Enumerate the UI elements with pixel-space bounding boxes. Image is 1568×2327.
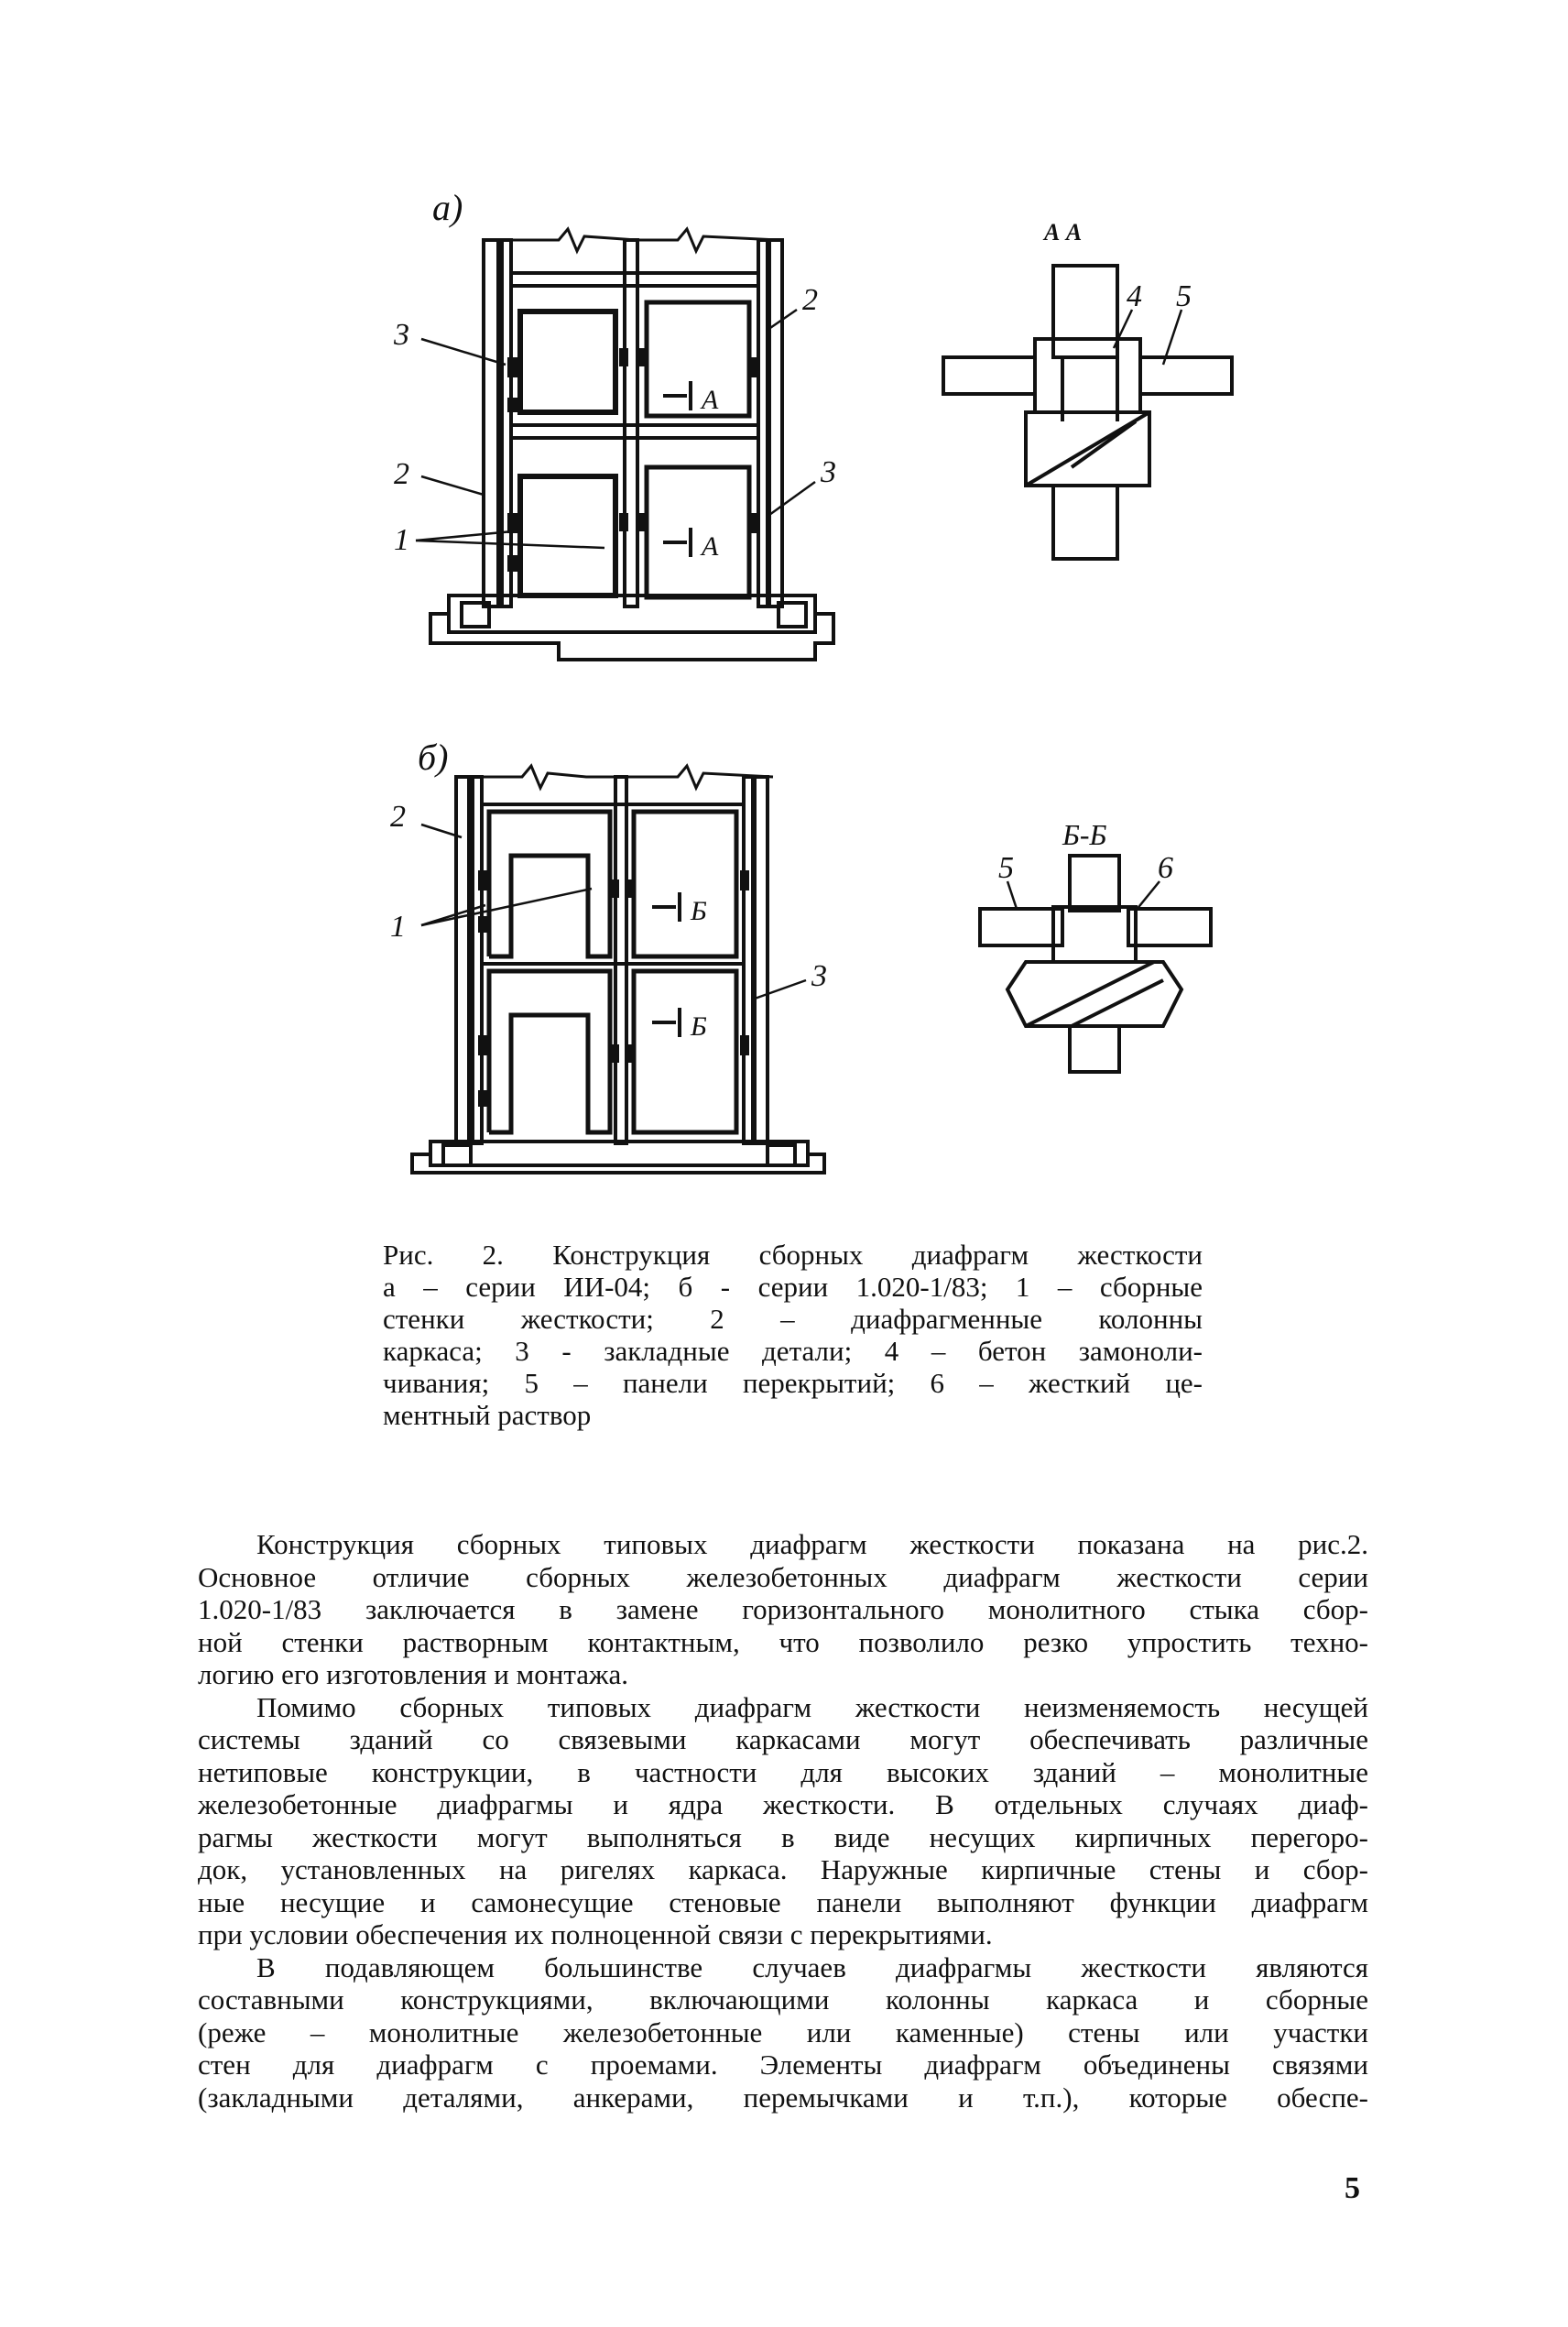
page-number: 5: [1345, 2171, 1360, 2205]
callout-4: 4: [1127, 279, 1142, 313]
figure-caption: [383, 1239, 1203, 1431]
callout-3: 3: [394, 318, 409, 352]
panel-b-section-mark: Б: [691, 1011, 707, 1042]
panel-b-label: б): [418, 737, 449, 778]
text-line: (реже – монолитные железобетонные или каменные) стены или участки: [198, 2016, 1368, 2048]
figure-section-aa: [934, 211, 1236, 577]
text-line: стен для диафрагм с проемами. Элементы диафрагм объединены связями: [198, 2048, 1368, 2081]
text-line: нетиповые конструкции, в частности для высоких зданий – монолитные: [198, 1755, 1368, 1788]
callout-1: 1: [394, 523, 409, 557]
text-line: 1.020-1/83 заключается в замене горизонтального монолитного стыка сбор-: [198, 1593, 1368, 1625]
callout-5: 5: [998, 851, 1014, 885]
callout-6: 6: [1158, 851, 1173, 885]
text-line: составными конструкциями, включающими колонны каркаса и сборные: [198, 1983, 1368, 2016]
callout-5: 5: [1176, 279, 1192, 313]
figure-panel-a: [385, 192, 861, 669]
callout-3: 3: [811, 959, 827, 993]
panel-b-section-mark: Б: [691, 896, 707, 926]
caption-line: чивания; 5 – панели перекрытий; 6 – жесткий це-: [383, 1367, 1203, 1399]
callout-2: 2: [390, 800, 406, 834]
figure-panel-b: [385, 724, 861, 1182]
caption-line: ментный раствор: [383, 1399, 592, 1431]
caption-line: стенки жесткости; 2 – диафрагменные колонны: [383, 1303, 1203, 1335]
section-bb-title: Б-Б: [1062, 818, 1107, 851]
panel-a-section-mark: А: [702, 385, 719, 415]
text-line: системы зданий со связевыми каркасами могут обеспечивать различные: [198, 1723, 1368, 1755]
figure-section-bb: [953, 815, 1227, 1081]
callout-2: 2: [802, 283, 818, 317]
text-line: логию его изготовления и монтажа.: [198, 1658, 628, 1690]
caption-line: Рис. 2. Конструкция сборных диафрагм жесткости: [383, 1239, 1203, 1271]
paragraph: [198, 1528, 1368, 1691]
callout-3: 3: [821, 455, 836, 489]
panel-a-section-mark: А: [702, 531, 719, 562]
text-line: железобетонные диафрагмы и ядра жесткости. В отдельных случаях диаф-: [198, 1788, 1368, 1820]
callout-1: 1: [390, 910, 406, 944]
section-aa-title: А А: [1044, 219, 1083, 246]
caption-line: а – серии ИИ-04; б - серии 1.020-1/83; 1 – сборные: [383, 1271, 1203, 1303]
text-line: В подавляющем большинстве случаев диафрагмы жесткости являются: [256, 1950, 1368, 1983]
text-line: ные несущие и самонесущие стеновые панели выполняют функции диафрагм: [198, 1885, 1368, 1918]
callout-2: 2: [394, 457, 409, 491]
panel-a-label: а): [432, 192, 463, 228]
text-line: (закладными деталями, анкерами, перемычками и т.п.), которые обеспе-: [198, 2081, 1368, 2114]
text-line: Помимо сборных типовых диафрагм жесткости неизменяемость несущей: [256, 1690, 1368, 1723]
text-line: Основное отличие сборных железобетонных диафрагм жесткости серии: [198, 1560, 1368, 1593]
caption-line: каркаса; 3 - закладные детали; 4 – бетон замоноли-: [383, 1335, 1203, 1367]
paragraph: [198, 1951, 1368, 2114]
paragraph: [198, 1691, 1368, 1951]
text-line: при условии обеспечения их полноценной связи с перекрытиями.: [198, 1918, 993, 1950]
text-line: рагмы жесткости могут выполняться в виде несущих кирпичных перегоро-: [198, 1820, 1368, 1853]
body-text: [198, 1528, 1368, 2114]
text-line: ной стенки растворным контактным, что позволило резко упростить техно-: [198, 1625, 1368, 1658]
text-line: Конструкция сборных типовых диафрагм жесткости показана на рис.2.: [256, 1528, 1368, 1560]
text-line: док, установленных на ригелях каркаса. Наружные кирпичные стены и сбор-: [198, 1853, 1368, 1885]
